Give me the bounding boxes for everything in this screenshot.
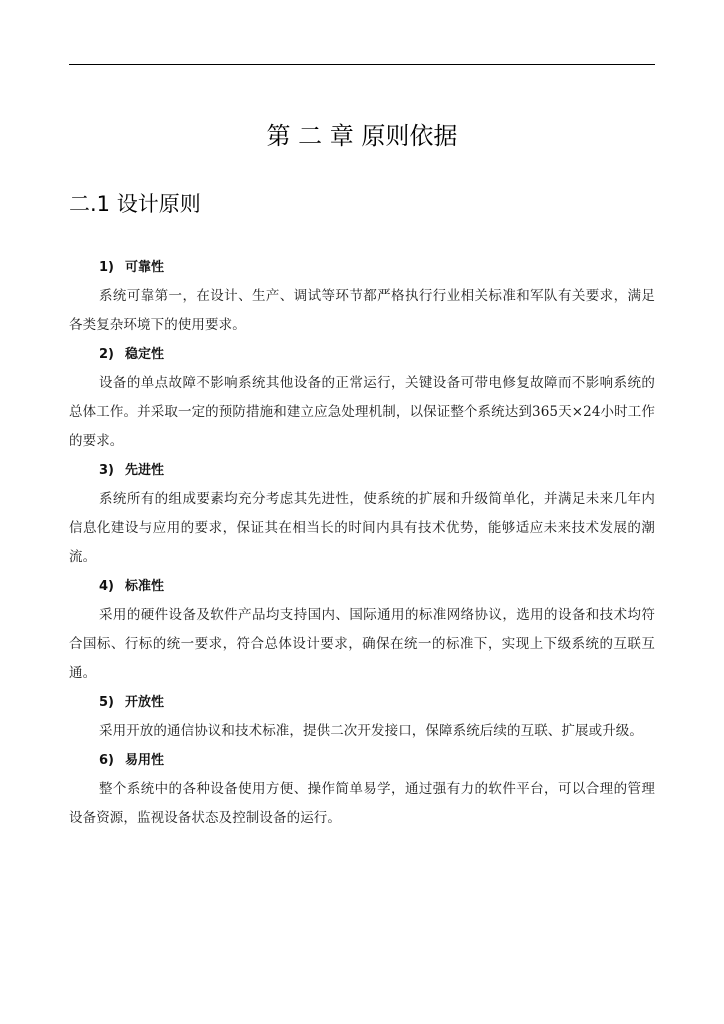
section-heading: 二.1 设计原则 bbox=[69, 192, 201, 216]
principle-label: 可靠性 bbox=[125, 260, 165, 275]
principle-number: 6) bbox=[99, 753, 114, 768]
principle-title bbox=[69, 456, 655, 485]
chapter-title: 第 二 章 原则依据 bbox=[266, 122, 458, 150]
principle-item-reliability bbox=[69, 253, 655, 340]
principle-body: 整个系统中的各种设备使用方便、操作简单易学，通过强有力的软件平台，可以合理的管理设备资源，监视设备状态及控制设备的运行。 bbox=[69, 781, 655, 826]
header-rule bbox=[69, 64, 655, 65]
principle-body: 采用开放的通信协议和技术标准，提供二次开发接口，保障系统后续的互联、扩展或升级。 bbox=[99, 723, 643, 739]
principle-label: 标准性 bbox=[125, 579, 165, 594]
principle-number: 3) bbox=[99, 463, 114, 478]
principle-body: 设备的单点故障不影响系统其他设备的正常运行，关键设备可带电修复故障而不影响系统的总体工作。并采取一定的预防措施和建立应急处理机制，以保证整个系统达到365天×24小时工作的要求。 bbox=[69, 375, 655, 449]
principle-title bbox=[69, 340, 655, 369]
principle-title bbox=[69, 746, 655, 775]
principles-list bbox=[69, 253, 655, 833]
principle-label: 稳定性 bbox=[125, 347, 165, 362]
principle-number: 2) bbox=[99, 347, 114, 362]
principle-title bbox=[69, 572, 655, 601]
principle-body: 系统所有的组成要素均充分考虑其先进性，使系统的扩展和升级简单化，并满足未来几年内信息化建设与应用的要求，保证其在相当长的时间内具有技术优势，能够适应未来技术发展的潮流。 bbox=[69, 491, 655, 565]
principle-title bbox=[69, 688, 655, 717]
principle-number: 1) bbox=[99, 260, 114, 275]
principle-item-standardization bbox=[69, 572, 655, 688]
principle-item-stability bbox=[69, 340, 655, 456]
principle-item-advancement bbox=[69, 456, 655, 572]
principle-body: 系统可靠第一，在设计、生产、调试等环节都严格执行行业相关标准和军队有关要求，满足各类复杂环境下的使用要求。 bbox=[69, 288, 655, 333]
principle-label: 先进性 bbox=[125, 463, 165, 478]
principle-number: 5) bbox=[99, 695, 114, 710]
principle-item-usability bbox=[69, 746, 655, 833]
principle-item-openness bbox=[69, 688, 655, 746]
principle-number: 4) bbox=[99, 579, 114, 594]
principle-label: 开放性 bbox=[125, 695, 165, 710]
principle-body: 采用的硬件设备及软件产品均支持国内、国际通用的标准网络协议，选用的设备和技术均符合国标、行标的统一要求，符合总体设计要求，确保在统一的标准下，实现上下级系统的互联互通。 bbox=[69, 607, 655, 681]
principle-title bbox=[69, 253, 655, 282]
principle-label: 易用性 bbox=[125, 753, 165, 768]
